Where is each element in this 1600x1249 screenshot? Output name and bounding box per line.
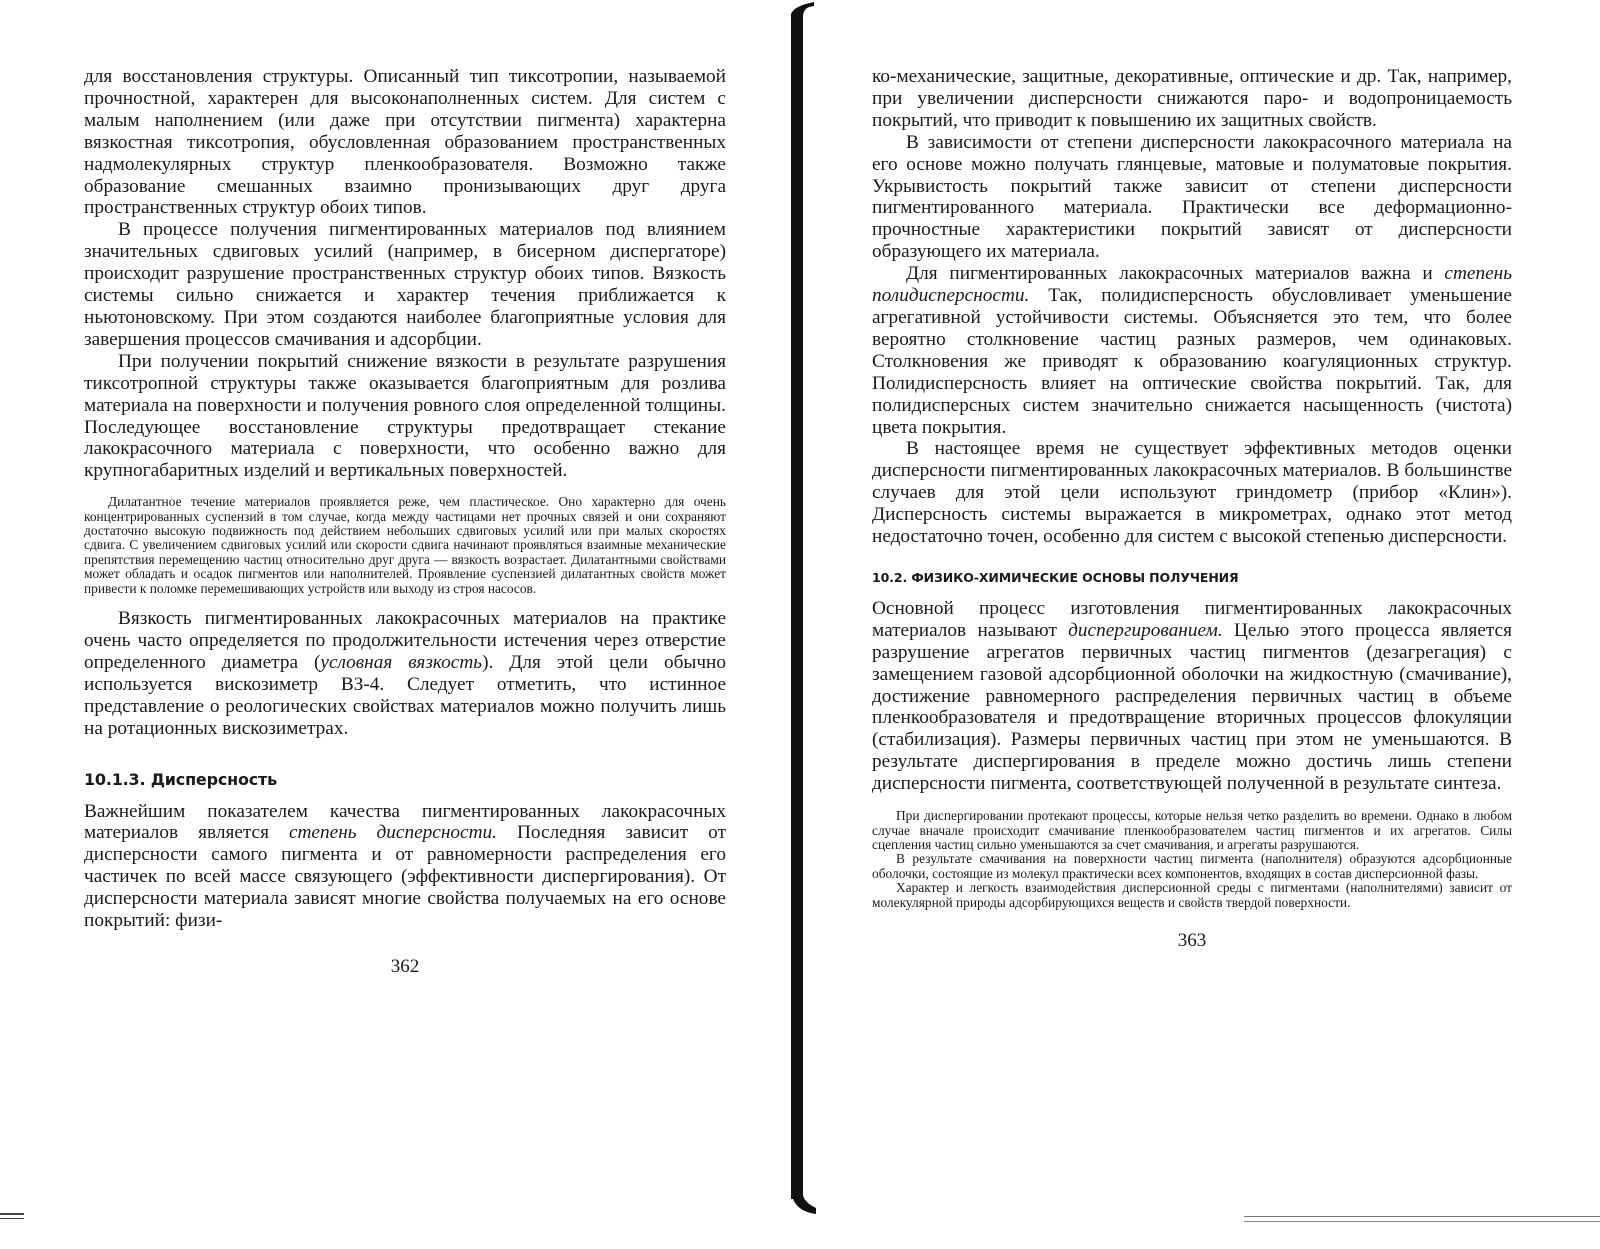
- paragraph: В настоящее время не существует эффективных методов оценки дисперсности пигментированных лакокрасочных материалов. В большинстве случаев для этой цели используют гриндометр (прибор «Клин»). Дисперсность системы выражается в микрометрах, однако этот метод недостаточно точен, особенно для систем с высокой степенью дисперсности.: [872, 438, 1512, 548]
- left-page: [84, 66, 726, 978]
- italic-term: диспергированием.: [1068, 619, 1223, 641]
- binding-gutter: [788, 0, 818, 1225]
- text-run: ). Для этой цели обычно используется вискозиметр ВЗ-4. Следует отметить, что истинное представление о реологических свойствах материалов можно получить лишь на ротационных вискозиметрах.: [84, 651, 727, 739]
- paragraph: ко-механические, защитные, декоративные, оптические и др. Так, например, при увеличении дисперсности снижаются паро- и водопроницаемость покрытий, что приводит к повышению их защитных свойств.: [872, 66, 1512, 131]
- paragraph: для восстановления структуры. Описанный тип тиксотропии, называемой прочностной, характерен для высоконаполненных систем. Для систем с малым наполнением (или даже при отсутствии пигмента) характерна вязкостная тиксотропия, обусловленная образованием пространственных надмолекулярных структур пленкообразователя. Возможно также образование смешанных взаимно пронизывающих друг друга пространственных структур обоих типов.: [84, 66, 726, 219]
- text-run: Целью этого процесса является разрушение агрегатов первичных частиц пигментов (дезагрегация) с замещением газовой адсорбционной оболочки на жидкостную (смачивание), достижение равномерного распределения первичных частиц в объеме пленкообразователя и предотвращение вторичных процессов флокуляции (стабилизация). Размеры первичных частиц при этом не уменьшаются. В результате диспергирования в пределе можно достичь лишь степени дисперсности пигмента, соответствующей полученной в результате синтеза.: [872, 619, 1512, 795]
- page-number: 363: [1177, 929, 1207, 951]
- text-run: Для пигментированных лакокрасочных материалов важна и: [906, 263, 1445, 285]
- text-run: Вязкость пигментированных лакокрасочных материалов на практике очень часто определяется по продолжительности истечения через отверстие определенного диаметра (: [84, 608, 726, 673]
- paragraph: В зависимости от степени дисперсности лакокрасочного материала на его основе можно получать глянцевые, матовые и полуматовые покрытия. Укрывистость покрытий также зависит от степени дисперсности пигментированного материала. Практически все деформационно-прочностные характеристики покрытий зависят от дисперсности образующего их материала.: [872, 131, 1512, 263]
- italic-term: степень дисперсности.: [288, 822, 497, 844]
- scan-edge-mark: [0, 1213, 24, 1215]
- scan-edge-mark: [0, 1218, 24, 1219]
- text-run: Важнейшим показателем качества пигментированных лакокрасочных материалов является: [84, 800, 726, 844]
- paragraph: [84, 608, 726, 739]
- small-print-note: При диспергировании протекают процессы, которые нельзя четко разделить во времени. Однако в любом случае вначале происходит смачивание пленкообразователем частиц пигментов и их агрегатов. Силы сцепления частиц сильно уменьшаются за счет смачивания, и агрегаты разрушаются.: [872, 808, 1512, 852]
- paragraph: [872, 598, 1512, 795]
- scan-edge-mark: [1244, 1221, 1600, 1222]
- section-heading: 10.2. ФИЗИКО-ХИМИЧЕСКИЕ ОСНОВЫ ПОЛУЧЕНИЯ: [872, 569, 1239, 585]
- text-run: Так, полидисперсность обусловливает уменьшение агрегативной устойчивости системы. Объясняется это тем, что более вероятно столкновение частиц разных размеров, чем одинаковых. Столкновения же приводят к образованию коагуляционных структур. Полидисперсность влияет на оптические свойства покрытий. Так, для полидисперсных систем значительно снижается насыщенность (чистота) цвета покрытия.: [872, 285, 1512, 438]
- small-print-note: Дилатантное течение материалов проявляется реже, чем пластическое. Оно характерно для очень концентрированных суспензий в том случае, когда между частицами нет прочных связей и они сохраняют достаточно высокую подвижность под действием небольших сдвиговых усилий или при малых скоростях сдвига. С увеличением сдвиговых усилий или скорости сдвига начинают проявляться взаимные механические препятствия перемещению частиц относительно друг друга — вязкость возрастает. Дилатантными свойствами может обладать и осадок пигментов или наполнителей. Проявление суспензией дилатантных свойств может привести к поломке перемешивающих устройств или выходу из строя насосов.: [84, 494, 726, 596]
- section-heading: 10.1.3. Дисперсность: [84, 769, 278, 789]
- paragraph: [872, 263, 1512, 438]
- text-run: Последняя зависит от дисперсности самого пигмента и от равномерности распределения его частичек по всей массе связующего (эффективности диспергирования). От дисперсности материала зависят многие свойства получаемых на его основе покрытий: физи-: [84, 822, 726, 932]
- text-run: Основной процесс изготовления пигментированных лакокрасочных материалов называют: [872, 597, 1512, 641]
- small-print-note: В результате смачивания на поверхности частиц пигмента (наполнителя) образуются адсорбционные оболочки, состоящие из молекул практически всех компонентов, входящих в состав дисперсионной фазы.: [872, 851, 1512, 881]
- paragraph: В процессе получения пигментированных материалов под влиянием значительных сдвиговых усилий (например, в бисерном диспергаторе) происходит разрушение пространственных структур обоих типов. Вязкость системы сильно снижается и характер течения приближается к ньютоновскому. При этом создаются наиболее благоприятные условия для завершения процессов смачивания и адсорбции.: [84, 219, 726, 350]
- italic-term: условная вязкость: [320, 651, 483, 673]
- small-print-note: Характер и легкость взаимодействия дисперсионной среды с пигментами (наполнителями) зависит от молекулярной природы адсорбирующихся веществ и свойств твердой поверхности.: [872, 880, 1512, 910]
- page-number: 362: [390, 955, 420, 977]
- paragraph: [84, 801, 726, 932]
- paragraph: При получении покрытий снижение вязкости в результате разрушения тиксотропной структуры также оказывается благоприятным для розлива материала на поверхности и получения ровного слоя определенной толщины. Последующее восстановление структуры предотвращает стекание лакокрасочного материала с поверхности, что особенно важно для крупногабаритных изделий и вертикальных поверхностей.: [84, 350, 726, 482]
- italic-term: степень полидисперсности.: [872, 263, 1512, 307]
- right-page: [872, 66, 1512, 952]
- scan-edge-mark: [1244, 1216, 1600, 1217]
